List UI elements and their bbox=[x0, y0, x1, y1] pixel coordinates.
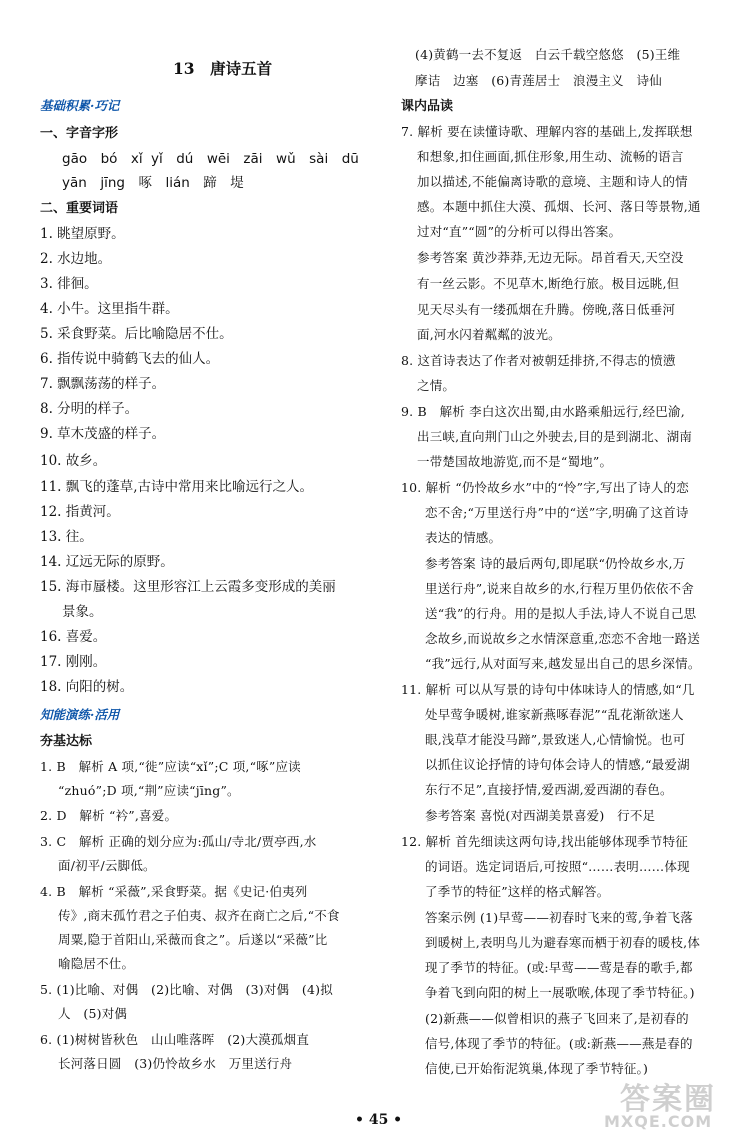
answer-line: 念故乡,而说故乡之水情深意重,恋恋不舍地一路送 bbox=[425, 631, 701, 646]
answer-line: 人 (5)对偶 bbox=[58, 1006, 128, 1021]
answer-line: 现了季节的特征。(或:早莺——莺是春的歌手,都 bbox=[425, 960, 693, 975]
answer-line: 答案示例 (1)早莺——初春时飞来的莺,争着飞落 bbox=[425, 910, 693, 925]
vocab-item: 9. 草木茂盛的样子。 bbox=[40, 426, 166, 442]
sub-heading-reading: 课内品读 bbox=[401, 99, 454, 114]
vocab-item: 16. 喜爱。 bbox=[40, 629, 107, 645]
answer-line: 的词语。选定词语后,可按照“……表明……体现 bbox=[425, 859, 690, 874]
watermark-url: MXQE.COM bbox=[604, 1112, 713, 1131]
answer-line: 7. 解析 要在读懂诗歌、理解内容的基础上,发挥联想 bbox=[401, 124, 693, 139]
vocab-item: 6. 指传说中骑鹤飞去的仙人。 bbox=[40, 351, 220, 367]
vocab-item: 5. 采食野菜。后比喻隐居不仕。 bbox=[40, 326, 233, 342]
vocab-item: 18. 向阳的树。 bbox=[40, 679, 134, 695]
page-title: 13 唐诗五首 bbox=[173, 59, 273, 78]
part-heading-pronunciation: 一、字音字形 bbox=[40, 126, 119, 141]
vocab-item: 15. 海市蜃楼。这里形容江上云霞多变形成的美丽 bbox=[40, 579, 336, 595]
answer-line: 东行不足”,直接抒情,爱西湖,爱西湖的春色。 bbox=[425, 782, 673, 797]
answer-line: 见天尽头有一缕孤烟在升腾。傍晚,落日低垂河 bbox=[417, 302, 676, 317]
answer-line: 恋不舍;“万里送行舟”中的“送”字,明确了这首诗 bbox=[425, 505, 689, 520]
vocab-item: 10. 故乡。 bbox=[40, 453, 107, 469]
answer-line: “zhuó”;D 项,“荆”应读“jīng”。 bbox=[58, 783, 240, 798]
pinyin-line: yān jīng 啄 lián 蹄 堤 bbox=[62, 175, 244, 191]
answer-line: “我”远行,从对面写来,越发显出自己的思乡深情。 bbox=[425, 656, 701, 671]
vocab-item: 13. 往。 bbox=[40, 529, 93, 545]
pinyin-line: gāo bó xǐ yǐ dú wēi zāi wǔ sài dū bbox=[62, 151, 359, 167]
answer-line: 1. B 解析 A 项,“徙”应读“xǐ”;C 项,“啄”应读 bbox=[40, 759, 301, 774]
sub-heading-basic: 夯基达标 bbox=[40, 734, 93, 749]
watermark-logo bbox=[598, 1074, 740, 1132]
answer-line: 之情。 bbox=[417, 378, 456, 393]
answer-line: 参考答案 黄沙莽莽,无边无际。昂首看天,天空没 bbox=[417, 250, 684, 265]
answer-line: 周粟,隐于首阳山,采薇而食之”。后遂以“采薇”比 bbox=[58, 932, 328, 947]
answer-line: 送“我”的行舟。用的是拟人手法,诗人不说自己思 bbox=[425, 606, 697, 621]
vocab-item: 7. 飘飘荡荡的样子。 bbox=[40, 376, 166, 392]
answer-line: 3. C 解析 正确的划分应为:孤山/寺北/贾亭西,水 bbox=[40, 834, 317, 849]
answer-line: 4. B 解析 “采薇”,采食野菜。据《史记·伯夷列 bbox=[40, 884, 308, 899]
vocab-item: 2. 水边地。 bbox=[40, 251, 112, 267]
vocab-item: 1. 眺望原野。 bbox=[40, 226, 125, 242]
section-heading-basics: 基础积累·巧记 bbox=[40, 98, 120, 113]
answer-line: 信号,体现了季节的特征。(或:新燕——燕是春的 bbox=[425, 1036, 693, 1051]
answer-line: 过对“直”“圆”的分析可以得出答案。 bbox=[417, 224, 622, 239]
vocab-item: 4. 小牛。这里指牛群。 bbox=[40, 301, 179, 317]
answer-line: 加以描述,不能偏离诗歌的意境、主题和诗人的情 bbox=[417, 174, 688, 189]
answer-line: 面/初平/云脚低。 bbox=[58, 858, 156, 873]
answer-line: 到暖树上,表明鸟儿为避春寒而栖于初春的暖枝,体 bbox=[425, 935, 701, 950]
answer-line: 8. 这首诗表达了作者对被朝廷排挤,不得志的愤懑 bbox=[401, 353, 676, 368]
section-heading-practice: 知能演练·活用 bbox=[40, 707, 120, 722]
watermark-text: 答案圈 bbox=[620, 1082, 716, 1117]
vocab-item: 8. 分明的样子。 bbox=[40, 401, 139, 417]
page-number: • 45 • bbox=[355, 1112, 403, 1128]
answer-line: 参考答案 诗的最后两句,即尾联“仍怜故乡水,万 bbox=[425, 556, 686, 571]
vocab-item: 17. 刚刚。 bbox=[40, 654, 107, 670]
answer-line: 了季节的特征”这样的格式解答。 bbox=[425, 884, 610, 899]
answer-line: 喻隐居不仕。 bbox=[58, 956, 135, 971]
answer-line: 出三峡,直向荆门山之外驶去,目的是到湖北、湖南 bbox=[417, 429, 693, 444]
answer-line: 有一丝云影。不见草木,断绝行旅。极目远眺,但 bbox=[417, 276, 680, 291]
answer-line: 眼,浅草才能没马蹄”,景致迷人,心情愉悦。也可 bbox=[425, 732, 686, 747]
answer-line: 面,河水闪着粼粼的波光。 bbox=[417, 327, 561, 342]
answer-line: 5. (1)比喻、对偶 (2)比喻、对偶 (3)对偶 (4)拟 bbox=[40, 982, 333, 997]
answer-line: 以抓住议论抒情的诗句体会诗人的情感,“最爱湖 bbox=[425, 757, 690, 772]
answer-line: 11. 解析 可以从写景的诗句中体味诗人的情感,如“几 bbox=[401, 682, 695, 697]
answer-line: 和想象,扣住画面,抓住形象,用生动、流畅的语言 bbox=[417, 149, 684, 164]
answer-line: 感。本题中抓住大漠、孤烟、长河、落日等景物,通 bbox=[417, 199, 701, 214]
answer-line: 争着飞到向阳的树上一展歌喉,体现了季节特征。) bbox=[425, 985, 695, 1000]
answer-line: (4)黄鹤一去不复返 白云千载空悠悠 (5)王维 bbox=[415, 47, 681, 62]
vocab-item: 11. 飘飞的蓬草,古诗中常用来比喻远行之人。 bbox=[40, 479, 314, 495]
vocab-item: 14. 辽远无际的原野。 bbox=[40, 554, 174, 570]
answer-line: (2)新燕——似曾相识的燕子飞回来了,是初春的 bbox=[425, 1011, 689, 1026]
answer-line: 表达的情感。 bbox=[425, 530, 502, 545]
answer-line: 摩诘 边塞 (6)青莲居士 浪漫主义 诗仙 bbox=[415, 73, 662, 88]
answer-line: 10. 解析 “仍怜故乡水”中的“怜”字,写出了诗人的恋 bbox=[401, 480, 689, 495]
answer-line: 长河落日圆 (3)仍怜故乡水 万里送行舟 bbox=[58, 1056, 293, 1071]
vocab-item-cont: 景象。 bbox=[62, 604, 103, 620]
answer-line: 传》,商末孤竹君之子伯夷、叔齐在商亡之后,“不食 bbox=[58, 908, 340, 923]
answer-line: 处早莺争暖树,谁家新燕啄春泥”“乱花渐欲迷人 bbox=[425, 707, 684, 722]
answer-line: 2. D 解析 “衿”,喜爱。 bbox=[40, 808, 178, 823]
answer-line: 信使,已开始衔泥筑巢,体现了季节特征。) bbox=[425, 1061, 649, 1076]
vocab-item: 3. 徘徊。 bbox=[40, 276, 98, 292]
answer-line: 6. (1)树树皆秋色 山山唯落晖 (2)大漠孤烟直 bbox=[40, 1032, 310, 1047]
answer-line: 一带楚国故地游览,而不是“蜀地”。 bbox=[417, 454, 613, 469]
answer-line: 9. B 解析 李白这次出蜀,由水路乘船远行,经巴渝, bbox=[401, 404, 685, 419]
vocab-item: 12. 指黄河。 bbox=[40, 504, 120, 520]
answer-line: 参考答案 喜悦(对西湖美景喜爱) 行不足 bbox=[425, 808, 656, 823]
part-heading-vocabulary: 二、重要词语 bbox=[40, 201, 119, 216]
answer-line: 12. 解析 首先细读这两句诗,找出能够体现季节特征 bbox=[401, 834, 689, 849]
answer-line: 里送行舟”,说来自故乡的水,行程万里仍依依不舍 bbox=[425, 581, 694, 596]
